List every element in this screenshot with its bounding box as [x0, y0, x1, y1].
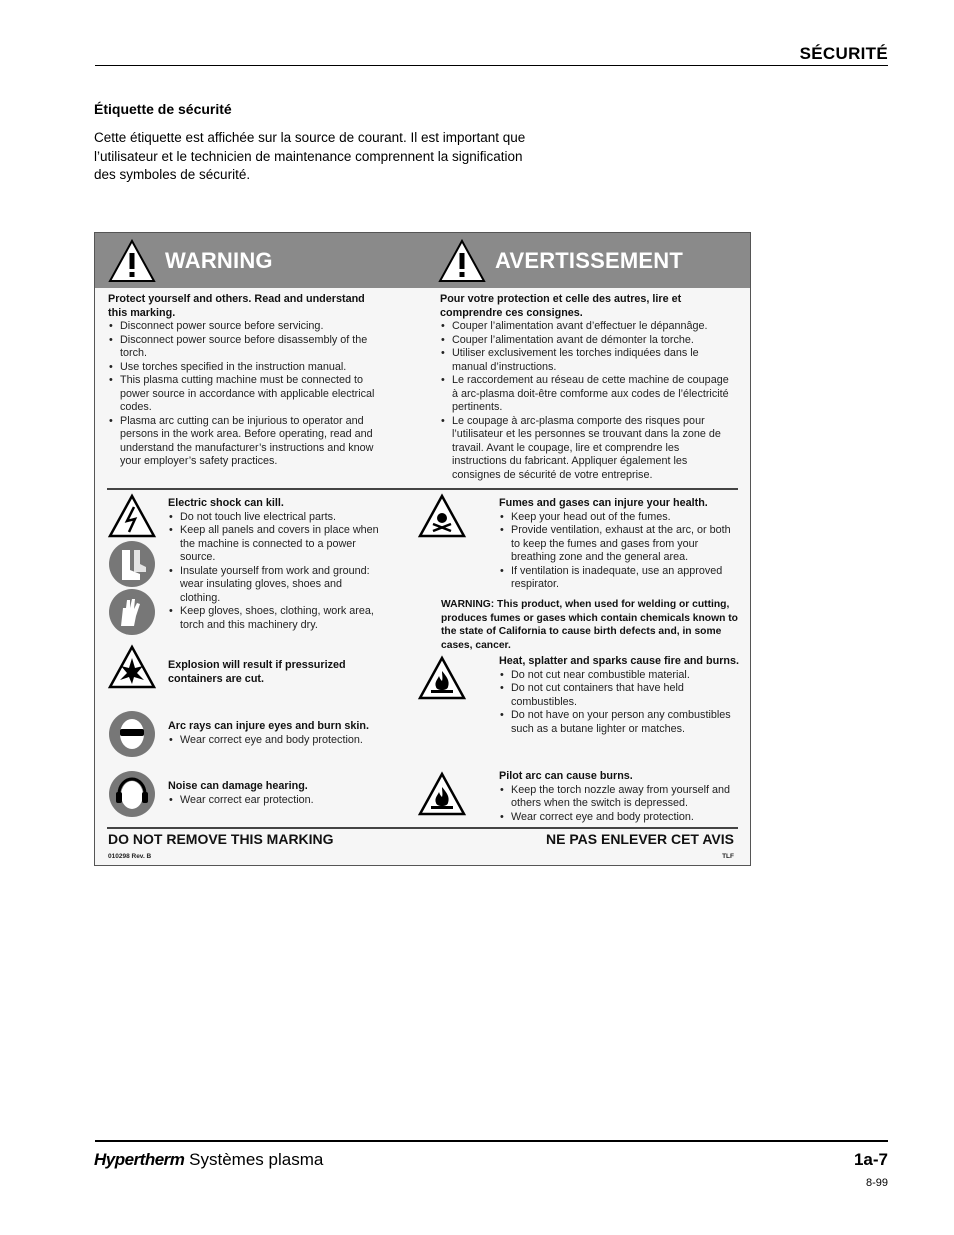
french-intro: Pour votre protection et celle des autres, lire et comprendre ces consignes.: [440, 293, 682, 319]
warning-triangle-icon: [437, 238, 487, 284]
ear-protection-icon: [108, 770, 156, 818]
explosion-text: [168, 659, 373, 686]
list-item: • This plasma cutting machine must be connected to power source in accordance with applicable electrical codes.: [120, 374, 376, 415]
list-item: • Disconnect power source before servicing.: [120, 320, 376, 334]
list-item: • Wear correct eye and body protection.: [180, 734, 388, 748]
label-banner: [95, 233, 750, 288]
fire-text: [499, 655, 739, 736]
hazard-heading: Heat, splatter and sparks cause fire and burns.: [499, 655, 740, 667]
tlf-mark: TLF: [722, 853, 734, 860]
list-item: • Keep gloves, shoes, clothing, work area, torch and this machinery dry.: [180, 605, 383, 632]
list-item: • Wear correct eye and body protection.: [511, 811, 739, 825]
brand-logo: Hypertherm: [94, 1150, 185, 1169]
list-item: • If ventilation is inadequate, use an approved respirator.: [511, 565, 739, 592]
list-item: • Wear correct ear protection.: [180, 794, 388, 808]
fire-hazard-icon: [417, 655, 467, 701]
insulated-gloves-icon: [108, 588, 156, 636]
arc-rays-text: [168, 720, 388, 747]
label-divider-top: [107, 488, 738, 490]
section-title: Étiquette de sécurité: [94, 101, 232, 117]
header-title: SÉCURITÉ: [799, 44, 888, 63]
page-number: 1a-7: [853, 1150, 888, 1169]
hazard-heading: Fumes and gases can injure your health.: [499, 497, 708, 509]
fumes-text: [499, 497, 739, 592]
list-item: • Do not cut containers that have held combustibles.: [511, 682, 739, 709]
list-item: • Couper l’alimentation avant d’effectuer le dépannâge.: [452, 320, 736, 334]
part-number: 010298 Rev. B: [108, 853, 152, 860]
eye-protection-icon: [108, 710, 156, 758]
list-item: • Use torches specified in the instruction manual.: [120, 361, 376, 375]
insulated-boots-icon: [108, 540, 156, 588]
california-warning: WARNING: This product, when used for welding or cutting, produces fumes or gases which contain chemicals known to the state of California to cause birth defects and, in some cases, cancer.: [441, 599, 738, 651]
banner-avertissement-text: AVERTISSEMENT: [495, 247, 683, 273]
do-not-remove-text: DO NOT REMOVE THIS MARKING: [108, 831, 334, 847]
hazard-heading: Noise can damage hearing.: [168, 780, 308, 792]
electric-shock-icon: [107, 493, 157, 539]
pilot-arc-text: [499, 770, 739, 824]
list-item: • Plasma arc cutting can be injurious to operator and persons in the work area. Before operating, read and understand the manufacturer’s instructions and know your employer’s safety practices.: [120, 415, 376, 469]
list-item: • Do not have on your person any combustibles such as a butane lighter or matches.: [511, 709, 739, 736]
list-item: • Keep all panels and covers in place when the machine is connected to a power source.: [180, 524, 383, 565]
hazard-heading: Explosion will result if pressurized containers are cut.: [168, 659, 346, 685]
product-name: Systèmes plasma: [189, 1150, 324, 1169]
section-body: Cette étiquette est affichée sur la source de courant. Il est important que l’utilisateur et le technicien de maintenance comprennent la signification des symboles de sécurité.: [94, 130, 526, 182]
list-item: • Do not touch live electrical parts.: [180, 511, 383, 525]
header-rule: [95, 65, 888, 66]
english-instructions: [108, 293, 376, 469]
ne-pas-enlever-text: NE PAS ENLEVER CET AVIS: [546, 831, 734, 847]
list-item: • Disconnect power source before disassembly of the torch.: [120, 334, 376, 361]
english-intro: Protect yourself and others. Read and understand this marking.: [108, 293, 365, 319]
list-item: • Do not cut near combustible material.: [511, 669, 739, 683]
list-item: • Keep the torch nozzle away from yourself and others when the switch is depressed.: [511, 784, 739, 811]
toxic-fumes-icon: [417, 493, 467, 539]
footer-rule: [95, 1140, 888, 1142]
noise-text: [168, 780, 388, 807]
list-item: • Provide ventilation, exhaust at the arc, or both to keep the fumes and gases from your breathing zone and the general area.: [511, 524, 739, 565]
list-item: • Insulate yourself from work and ground: wear insulating gloves, shoes and clothing.: [180, 565, 383, 606]
banner-warning-text: WARNING: [165, 247, 273, 273]
safety-label-image: [94, 232, 751, 866]
footer-brand-line: [94, 1150, 323, 1170]
french-instructions: [440, 293, 736, 482]
revision-date: 8-99: [865, 1177, 888, 1189]
list-item: • Le coupage à arc-plasma comporte des risques pour l’utilisateur et les personnes se trouvant dans la zone de travail. Avant le coupage, lire et comprendre les instructions du fabricant. Appliquer également les consignes de sécurité de votre entreprise.: [452, 415, 736, 483]
list-item: • Le raccordement au réseau de cette machine de coupage à arc-plasma doit-être comforme aux codes de l’électricité pertinents.: [452, 374, 736, 415]
hazard-heading: Electric shock can kill.: [168, 497, 284, 509]
warning-triangle-icon: [107, 238, 157, 284]
hazard-heading: Arc rays can injure eyes and burn skin.: [168, 720, 370, 732]
electric-shock-text: [168, 497, 383, 632]
explosion-icon: [107, 644, 157, 690]
list-item: • Keep your head out of the fumes.: [511, 511, 739, 525]
pilot-arc-burn-icon: [417, 771, 467, 817]
list-item: • Utiliser exclusivement les torches indiquées dans le manual d’instructions.: [452, 347, 736, 374]
list-item: • Couper l’alimentation avant de démonter la torche.: [452, 334, 736, 348]
hazard-heading: Pilot arc can cause burns.: [499, 770, 633, 782]
label-divider-bottom: [107, 827, 738, 829]
